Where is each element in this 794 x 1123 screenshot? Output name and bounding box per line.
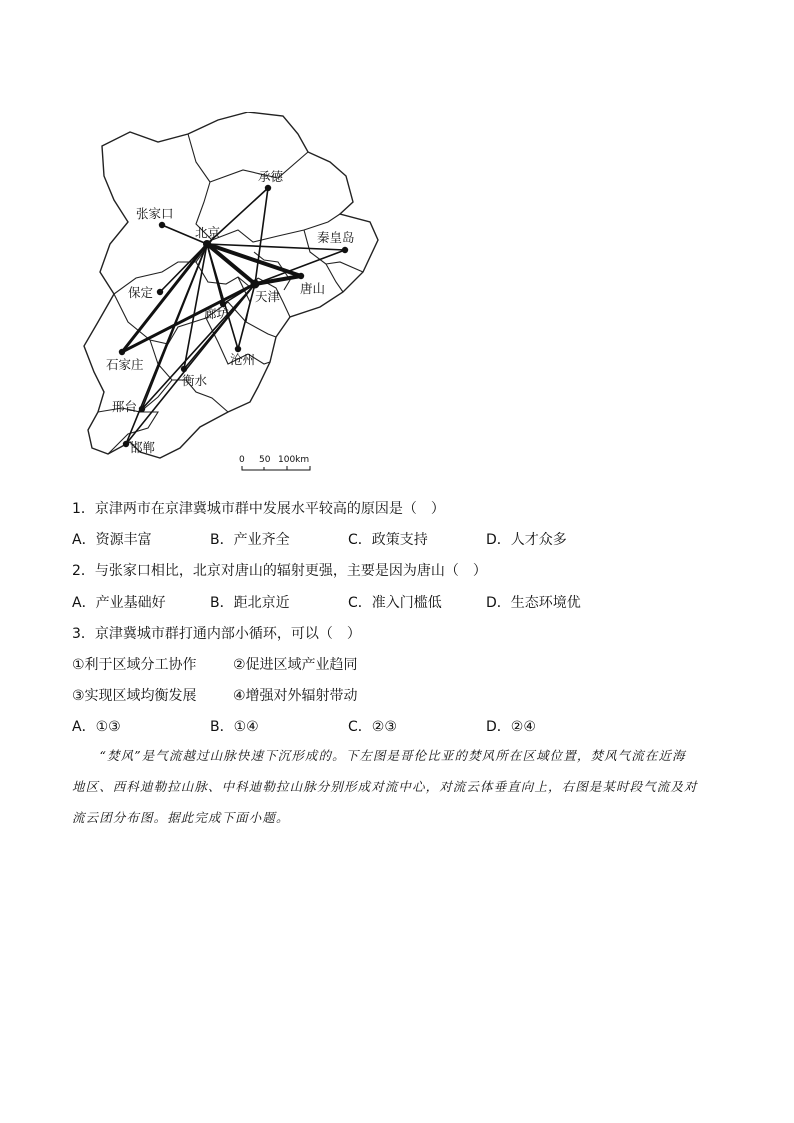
q2-option-b: B．距北京近: [210, 595, 290, 611]
label-baoding: 保定: [128, 285, 154, 300]
scale-tick-100: 100km: [278, 455, 310, 465]
q3-option-d: D．②④: [486, 719, 536, 735]
label-hengshui: 衡水: [182, 373, 208, 388]
label-qinhuangdao: 秦皇岛: [317, 230, 355, 245]
scale-tick-0: 0: [239, 455, 245, 465]
q3-option-c: C．②③: [348, 719, 397, 735]
label-beijing: 北京: [195, 225, 221, 240]
scale-tick-50: 50: [259, 455, 271, 465]
q1-option-c: C．政策支持: [348, 532, 428, 548]
q2-option-c: C．准入门槛低: [348, 595, 442, 611]
label-langfang: 廊坊: [204, 306, 230, 321]
foehn-passage: [72, 740, 732, 833]
question-2-stem: 2．与张家口相比，北京对唐山的辐射更强，主要是因为唐山（ ）: [72, 563, 487, 579]
city-dot-handan: [123, 441, 129, 447]
city-dot-tianjin: [251, 280, 260, 289]
q3-statement-1: ①利于区域分工协作: [72, 657, 197, 673]
label-chengde: 承德: [258, 169, 284, 184]
q3-statement-4: ④增强对外辐射带动: [233, 688, 358, 704]
city-dot-chengde: [265, 185, 271, 191]
label-cangzhou: 沧州: [230, 352, 256, 367]
city-dot-tangshan: [298, 273, 304, 279]
q2-option-a: A．产业基础好: [72, 595, 166, 611]
city-dot-xingtai: [139, 406, 145, 412]
label-zhangjiakou: 张家口: [136, 206, 174, 221]
q3-option-b: B．①④: [210, 719, 259, 735]
passage-line-3: 流云团分布图。据此完成下面小题。: [72, 810, 290, 825]
q2-option-d: D．生态环境优: [486, 595, 581, 611]
label-xingtai: 邢台: [112, 399, 138, 414]
label-tangshan: 唐山: [300, 281, 326, 296]
city-dot-qinhuangdao: [342, 247, 348, 253]
q3-option-a: A．①③: [72, 719, 121, 735]
city-dot-beijing: [203, 240, 211, 248]
city-dot-baoding: [157, 289, 163, 295]
city-dot-zhangjiakou: [159, 222, 165, 228]
label-shijiazhuang: 石家庄: [106, 357, 144, 372]
passage-line-1: “焚风”是气流越过山脉快速下沉形成的。下左图是哥伦比亚的焚风所在区域位置，焚风气流在近海: [99, 748, 686, 763]
q3-statement-2: ②促进区域产业趋同: [233, 657, 358, 673]
q3-statement-3: ③实现区域均衡发展: [72, 688, 197, 704]
q1-option-a: A．资源丰富: [72, 532, 152, 548]
question-1-stem: 1．京津两市在京津冀城市群中发展水平较高的原因是（ ）: [72, 501, 445, 517]
label-handan: 邯郸: [130, 440, 156, 455]
city-dot-hengshui: [181, 366, 187, 372]
label-tianjin: 天津: [255, 289, 281, 304]
passage-line-2: 地区、西科迪勒拉山脉、中科迪勒拉山脉分别形成对流中心，对流云体垂直向上，右图是某时段气流及对: [72, 779, 698, 794]
q1-option-d: D．人才众多: [486, 532, 567, 548]
q1-option-b: B．产业齐全: [210, 532, 290, 548]
city-dot-shijiazhuang: [119, 349, 125, 355]
scale-bar: [239, 455, 310, 470]
question-3-stem: 3．京津冀城市群打通内部小循环，可以（ ）: [72, 626, 361, 642]
jingjinji-map: [78, 112, 383, 472]
